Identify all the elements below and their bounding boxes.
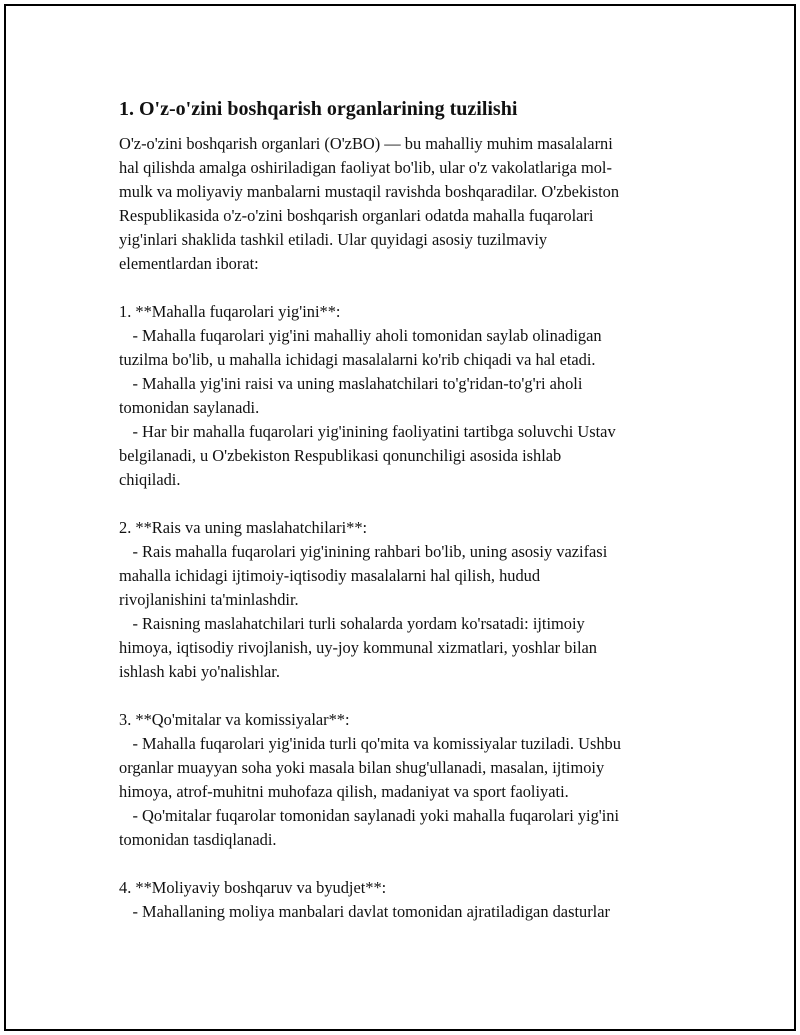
text-line: himoya, atrof-muhitni muhofaza qilish, madaniyat va sport faoliyati. (119, 782, 569, 801)
text-line: hal qilishda amalga oshiriladigan faoliyat bo'lib, ular o'z vakolatlariga mol- (119, 158, 612, 177)
paragraph-spacer (119, 684, 689, 708)
text-line: mahalla ichidagi ijtimoiy-iqtisodiy masalalarni hal qilish, hudud (119, 566, 541, 585)
text-line: tuzilma bo'lib, u mahalla ichidagi masalalarni ko'rib chiqadi va hal etadi. (119, 350, 596, 369)
text-line: yig'inlari shaklida tashkil etiladi. Ular quyidagi asosiy tuzilmaviy (119, 230, 548, 249)
text-line: - Qo'mitalar fuqarolar tomonidan saylanadi yoki mahalla fuqarolari yig'ini (132, 806, 620, 825)
document-page (4, 4, 796, 1031)
text-line: - Rais mahalla fuqarolari yig'inining rahbari bo'lib, uning asosiy vazifasi (132, 542, 608, 561)
section-heading: 2. **Rais va uning maslahatchilari**: (119, 518, 368, 537)
section-qomitalar (119, 708, 689, 852)
text-line: elementlardan iborat: (119, 254, 259, 273)
text-line: - Mahalla yig'ini raisi va uning maslahatchilari to'g'ridan-to'g'ri aholi (132, 374, 583, 393)
text-line: - Har bir mahalla fuqarolari yig'inining faoliyatini tartibga soluvchi Ustav (132, 422, 616, 441)
text-line: chiqiladi. (119, 470, 181, 489)
intro-paragraph (119, 132, 689, 276)
text-line: - Mahallaning moliya manbalari davlat tomonidan ajratiladigan dasturlar (132, 902, 610, 921)
section-heading: 1. **Mahalla fuqarolari yig'ini**: (119, 302, 341, 321)
text-line: - Raisning maslahatchilari turli sohalarda yordam ko'rsatadi: ijtimoiy (132, 614, 585, 633)
text-line: tomonidan saylanadi. (119, 398, 260, 417)
text-line: mulk va moliyaviy manbalarni mustaqil ravishda boshqaradilar. O'zbekiston (119, 182, 620, 201)
text-line: himoya, iqtisodiy rivojlanish, uy-joy kommunal xizmatlari, yoshlar bilan (119, 638, 597, 657)
text-line: - Mahalla fuqarolari yig'inida turli qo'mita va komissiyalar tuziladi. Ushbu (132, 734, 621, 753)
text-line: - Mahalla fuqarolari yig'ini mahalliy aholi tomonidan saylab olinadigan (132, 326, 602, 345)
page-title: 1. O'z-o'zini boshqarish organlarining tuzilishi (119, 98, 518, 120)
paragraph-spacer (119, 276, 689, 300)
text-line: Respublikasida o'z-o'zini boshqarish organlari odatda mahalla fuqarolari (119, 206, 594, 225)
text-line: organlar muayyan soha yoki masala bilan shug'ullanadi, masalan, ijtimoiy (119, 758, 605, 777)
text-line: ishlash kabi yo'nalishlar. (119, 662, 280, 681)
text-line: belgilanadi, u O'zbekiston Respublikasi qonunchiligi asosida ishlab (119, 446, 562, 465)
text-line: rivojlanishini ta'minlashdir. (119, 590, 299, 609)
paragraph-spacer (119, 852, 689, 876)
text-line: O'z-o'zini boshqarish organlari (O'zBO) — bu mahalliy muhim masalalarni (119, 134, 613, 153)
section-moliya (119, 876, 689, 924)
section-heading: 4. **Moliyaviy boshqaruv va byudjet**: (119, 878, 387, 897)
section-heading: 3. **Qo'mitalar va komissiyalar**: (119, 710, 350, 729)
section-mahalla-yigini (119, 300, 689, 492)
text-line: tomonidan tasdiqlanadi. (119, 830, 277, 849)
section-rais (119, 516, 689, 684)
document-content (119, 96, 689, 924)
paragraph-spacer (119, 492, 689, 516)
